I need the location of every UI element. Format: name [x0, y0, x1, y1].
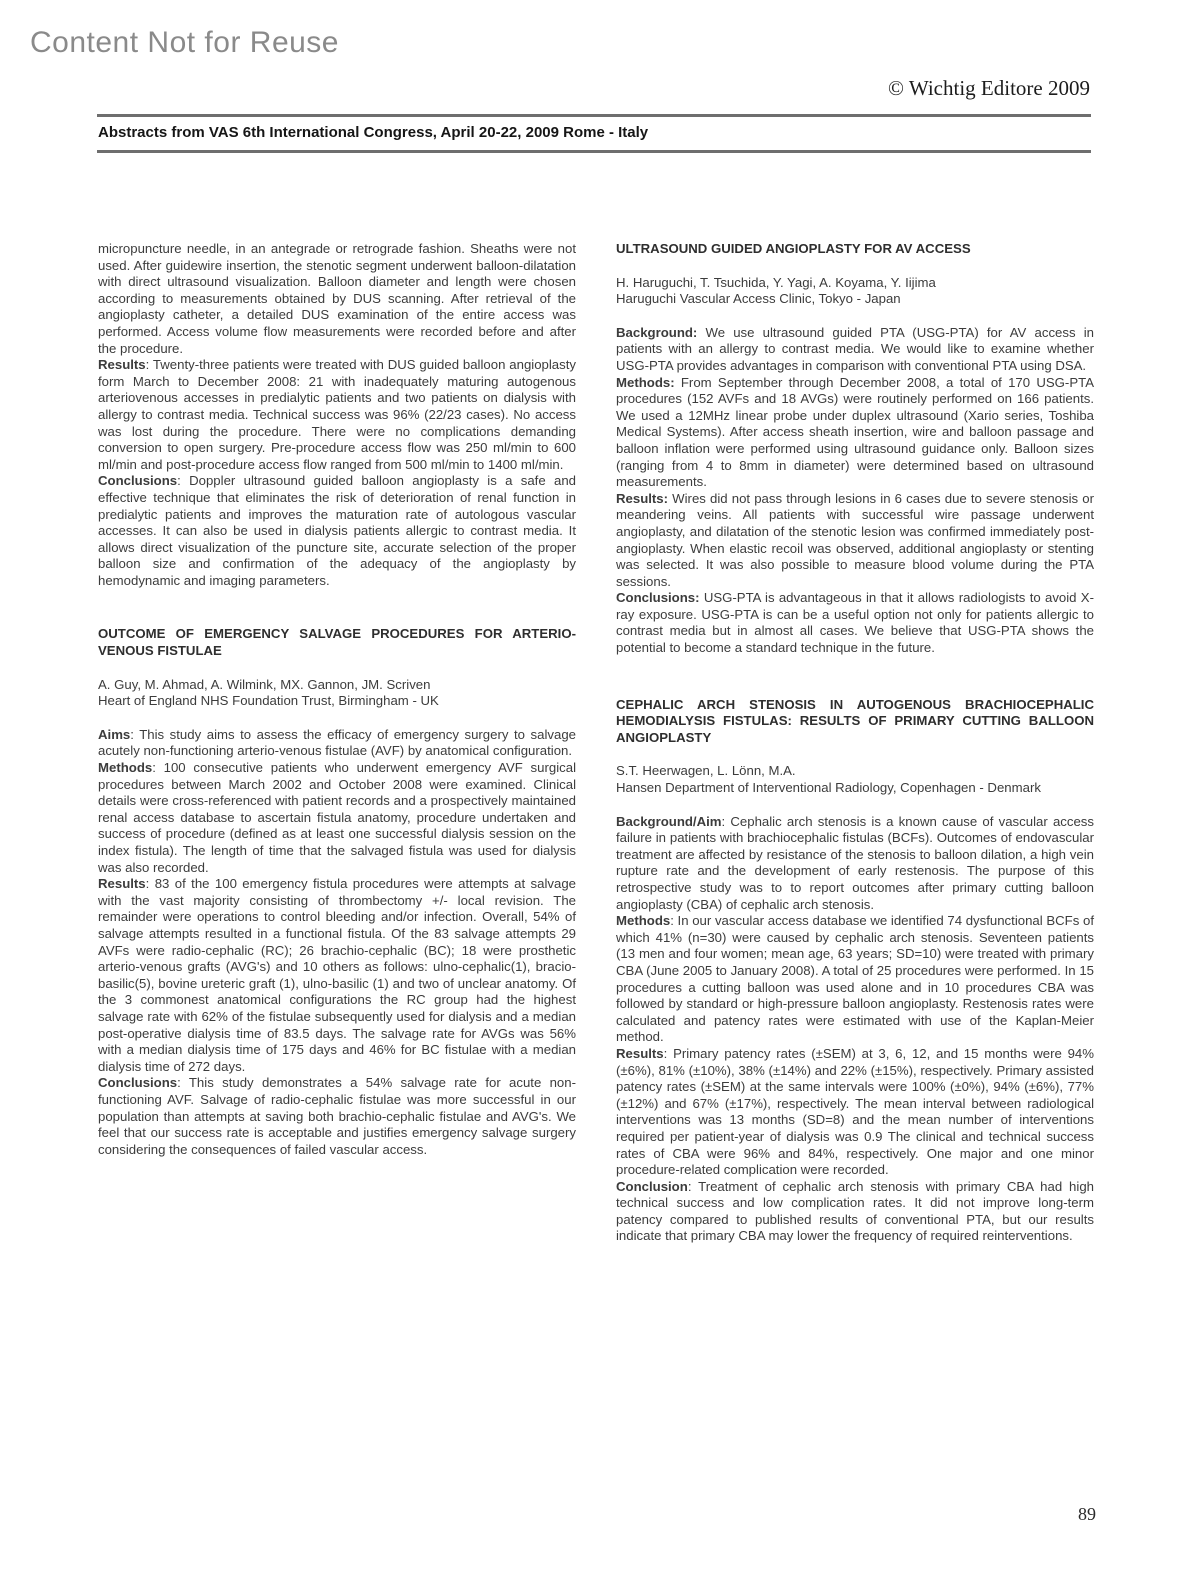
- paragraph-text: : 100 consecutive patients who underwent emergency AVF surgical procedures between March 2002 and October 2008 were examined. Clinical details were cross-referenced with patient records and a prospectively maintained renal access database to ascertain fistula anatomy, procedure undertaken and success of procedure (defined as at least one successful dialysis session on the index fistula). The length of time that the salvaged fistula was used for dialysis was also recorded.: [98, 760, 576, 875]
- header-rule-top: [97, 114, 1091, 117]
- paragraph-text: From September through December 2008, a total of 170 USG-PTA procedures (152 AVFs and 18 AVGs) were routinely performed on 166 patients. We used a 12MHz linear probe under duplex ultrasound (Xario series, Toshiba Medical Systems). After access sheath insertion, wire and balloon passage and balloon inflation were performed using ultrasound guidance only. Balloon sizes (ranging from 4 to 8mm in diameter) were determined based on ultrasound measurements.: [616, 374, 1094, 490]
- conclusions-paragraph: [98, 1075, 576, 1158]
- paragraph-label: Conclusions: [98, 473, 178, 489]
- results-paragraph: [616, 1046, 1094, 1179]
- abstract-affiliation: Haruguchi Vascular Access Clinic, Tokyo - Japan: [616, 291, 901, 307]
- paragraph-label: Conclusion: [616, 1178, 688, 1194]
- paragraph-label: Conclusions: [98, 1075, 178, 1091]
- page-number: 89: [1078, 1504, 1096, 1524]
- conclusions-paragraph: [616, 590, 1094, 656]
- abstract-authors: S.T. Heerwagen, L. Lönn, M.A.: [616, 763, 796, 779]
- conclusions-paragraph: [98, 473, 576, 589]
- paragraph-text: We use ultrasound guided PTA (USG-PTA) for AV access in patients with an allergy to contrast media. We would like to examine whether USG-PTA provides advantages in comparison with conventional PTA using DSA.: [616, 324, 1094, 373]
- paragraph-label: Methods:: [616, 374, 675, 390]
- background-paragraph: [616, 325, 1094, 375]
- paragraph-label: Results: [98, 876, 146, 892]
- abstract-affiliation: Heart of England NHS Foundation Trust, Birmingham - UK: [98, 693, 439, 709]
- right-column: [616, 241, 1094, 1245]
- paragraph-label: Results:: [616, 490, 669, 506]
- abstract-title: OUTCOME OF EMERGENCY SALVAGE PROCEDURES FOR ARTERIO-VENOUS FISTULAE: [98, 626, 576, 659]
- paragraph-text: Wires did not pass through lesions in 6 cases due to severe stenosis or meandering veins. All patients with successful wire passage underwent angioplasty, and dilatation of the stenotic lesion was confirmed immediately post-angioplasty. When elastic recoil was observed, additional angioplasty or stenting was selected. It was also possible to measure blood volume during the PTA sessions.: [616, 490, 1094, 589]
- aims-paragraph: [98, 727, 576, 760]
- abstract-authors: A. Guy, M. Ahmad, A. Wilmink, MX. Gannon, JM. Scriven: [98, 676, 431, 692]
- abstract-authors: H. Haruguchi, T. Tsuchida, Y. Yagi, A. Koyama, Y. Iijima: [616, 274, 936, 290]
- paragraph-text: : This study aims to assess the efficacy of emergency surgery to salvage acutely non-functioning arterio-venous fistulae (AVF) by anatomical configuration.: [98, 726, 576, 759]
- header-rule-bottom: [97, 150, 1091, 153]
- abstract-title: ULTRASOUND GUIDED ANGIOPLASTY FOR AV ACCESS: [616, 241, 971, 256]
- paragraph-label: Methods: [616, 913, 671, 929]
- paragraph-label: Aims: [98, 726, 131, 742]
- abstract-title: CEPHALIC ARCH STENOSIS IN AUTOGENOUS BRACHIOCEPHALIC HEMODIALYSIS FISTULAS: RESULTS OF PRIMARY CUTTING BALLOON ANGIOPLASTY: [616, 696, 1094, 745]
- methods-paragraph: [98, 760, 576, 876]
- results-paragraph: [98, 876, 576, 1075]
- paragraph-text: : Cephalic arch stenosis is a known cause of vascular access failure in patients with brachiocephalic fistulas (BCFs). Outcomes of endovascular treatment are affected by resistance of the stenosis to balloon dilation, a high vein rupture rate and the development of early restenosis. The purpose of this retrospective study was to to report outcomes after primary cutting balloon angioplasty (CBA) of cephalic arch stenosis.: [616, 813, 1094, 912]
- methods-paragraph: [616, 913, 1094, 1046]
- content-not-for-reuse-watermark: Content Not for Reuse: [30, 26, 339, 59]
- conclusion-paragraph: [616, 1179, 1094, 1245]
- paragraph-label: Results: [98, 357, 146, 373]
- paragraph-text: : This study demonstrates a 54% salvage rate for acute non-functioning AVF. Salvage of radio-cephalic fistulae was more successful in our population than attempts at saving both brachio-cephalic fistulae and AVG's. We feel that our success rate is acceptable and justifies emergency salvage surgery considering the consequences of failed vascular access.: [98, 1075, 576, 1157]
- paragraph-text: : Twenty-three patients were treated with DUS guided balloon angioplasty form March to December 2008: 21 with inadequately maturing autogenous arteriovenous accesses in predialytic patients and two patients on dialysis with allergy to contrast media. Technical success was 96% (22/23 cases). No access was lost during the procedure. There were no complications demanding conversion to open surgery. Pre-procedure access flow was 250 ml/min to 600 ml/min and post-procedure access flow ranged from 500 ml/min to 1400 ml/min.: [98, 357, 576, 472]
- paragraph-text: : In our vascular access database we identified 74 dysfunctional BCFs of which 41% (n=30) were caused by cephalic arch stenosis. Seventeen patients (13 men and four women; mean age, 63 years; SD=10) were treated with primary CBA (June 2005 to January 2008). A total of 25 procedures were performed. In 15 procedures a cutting balloon was used alone and in 10 procedures CBA was followed by standard or high-pressure balloon angioplasty. Restenosis rates were calculated and patency rates were estimated with use of the Kaplan-Meier method.: [616, 913, 1094, 1045]
- background-aim-paragraph: [616, 814, 1094, 914]
- methods-paragraph: [616, 375, 1094, 491]
- paragraph-text: : Primary patency rates (±SEM) at 3, 6, 12, and 15 months were 94% (±6%), 81% (±10%), 38% (±14%) and 22% (±15%), respectively. Primary assisted patency rates (±SEM) at the same intervals were 100% (±0%), 94% (±6%), 77% (±12%) and 67% (±17%), respectively. The mean interval between radiological interventions was 13 months (SD=8) and the mean number of interventions required per patient-year of dialysis was 0.9 The clinical and technical success rates of CBA were 96% and 84%, respectively. One major and one minor procedure-related complication were recorded.: [616, 1045, 1094, 1178]
- results-paragraph: [98, 357, 576, 473]
- continuation-paragraph: [98, 241, 576, 357]
- two-column-body: [98, 241, 1094, 1245]
- left-column: [98, 241, 576, 1245]
- paragraph-text: : 83 of the 100 emergency fistula procedures were attempts at salvage with the vast majority consisting of thrombectomy +/- local revision. The remainder were operations to control bleeding and/or infection. Overall, 54% of salvage attempts resulted in a functional fistula. Of the 83 salvage attempts 29 AVFs were radio-cephalic (RC); 26 brachio-cephalic (BC); 18 were prosthetic arterio-venous grafts (AVG's) and 10 others as follows: ulno-cephalic(1), bracio-basilic(5), bovine ureteric graft (1), ulno-basilic (1) and two of unclear anatomy. Of the 3 commonest anatomical configurations the RC group had the highest salvage rate with 62% of the fistulae subsequently used for dialysis and a median post-operative dialysis time of 83.5 days. The salvage rate for AVGs was 56% with a median dialysis time of 175 days and 46% for BC fistulae with a median dialysis time of 272 days.: [98, 876, 576, 1074]
- page-header-title: Abstracts from VAS 6th International Congress, April 20-22, 2009 Rome - Italy: [98, 124, 649, 141]
- paragraph-label: Conclusions:: [616, 590, 700, 606]
- paragraph-label: Background:: [616, 324, 698, 340]
- paragraph-label: Background/Aim: [616, 813, 722, 829]
- paragraph-label: Results: [616, 1045, 664, 1061]
- paragraph-text: : Treatment of cephalic arch stenosis with primary CBA had high technical success and low complication rates. It did not improve long-term patency compared to published results of conventional PTA, but our results indicate that primary CBA may lower the frequency of required reinterventions.: [616, 1178, 1094, 1244]
- abstract-affiliation: Hansen Department of Interventional Radiology, Copenhagen - Denmark: [616, 780, 1041, 796]
- paragraph-text: : Doppler ultrasound guided balloon angioplasty is a safe and effective technique that eliminates the risk of deterioration of renal function in predialytic patients and improves the maturation rate of autologous vascular accesses. It can also be used in dialysis patients allergic to contrast media. It allows direct visualization of the puncture site, accurate selection of the proper balloon size and confirmation of the adequacy of the angioplasty by hemodynamic and imaging parameters.: [98, 473, 576, 588]
- publisher-copyright: © Wichtig Editore 2009: [888, 76, 1090, 100]
- paragraph-text: USG-PTA is advantageous in that it allows radiologists to avoid X-ray exposure. USG-PTA is can be a useful option not only for patients allergic to contrast media but in almost all cases. We believe that USG-PTA shows the potential to become a standard technique in the future.: [616, 590, 1094, 656]
- paragraph-text: micropuncture needle, in an antegrade or retrograde fashion. Sheaths were not used. After guidewire insertion, the stenotic segment underwent balloon-dilatation with direct ultrasound visualization. Balloon diameter and length were chosen according to measurements obtained by DUS scanning. After retrieval of the angioplasty catheter, a detailed DUS examination of the entire access was performed. Access volume flow measurements were recorded before and after the procedure.: [98, 241, 576, 356]
- results-paragraph: [616, 491, 1094, 591]
- paragraph-label: Methods: [98, 760, 153, 776]
